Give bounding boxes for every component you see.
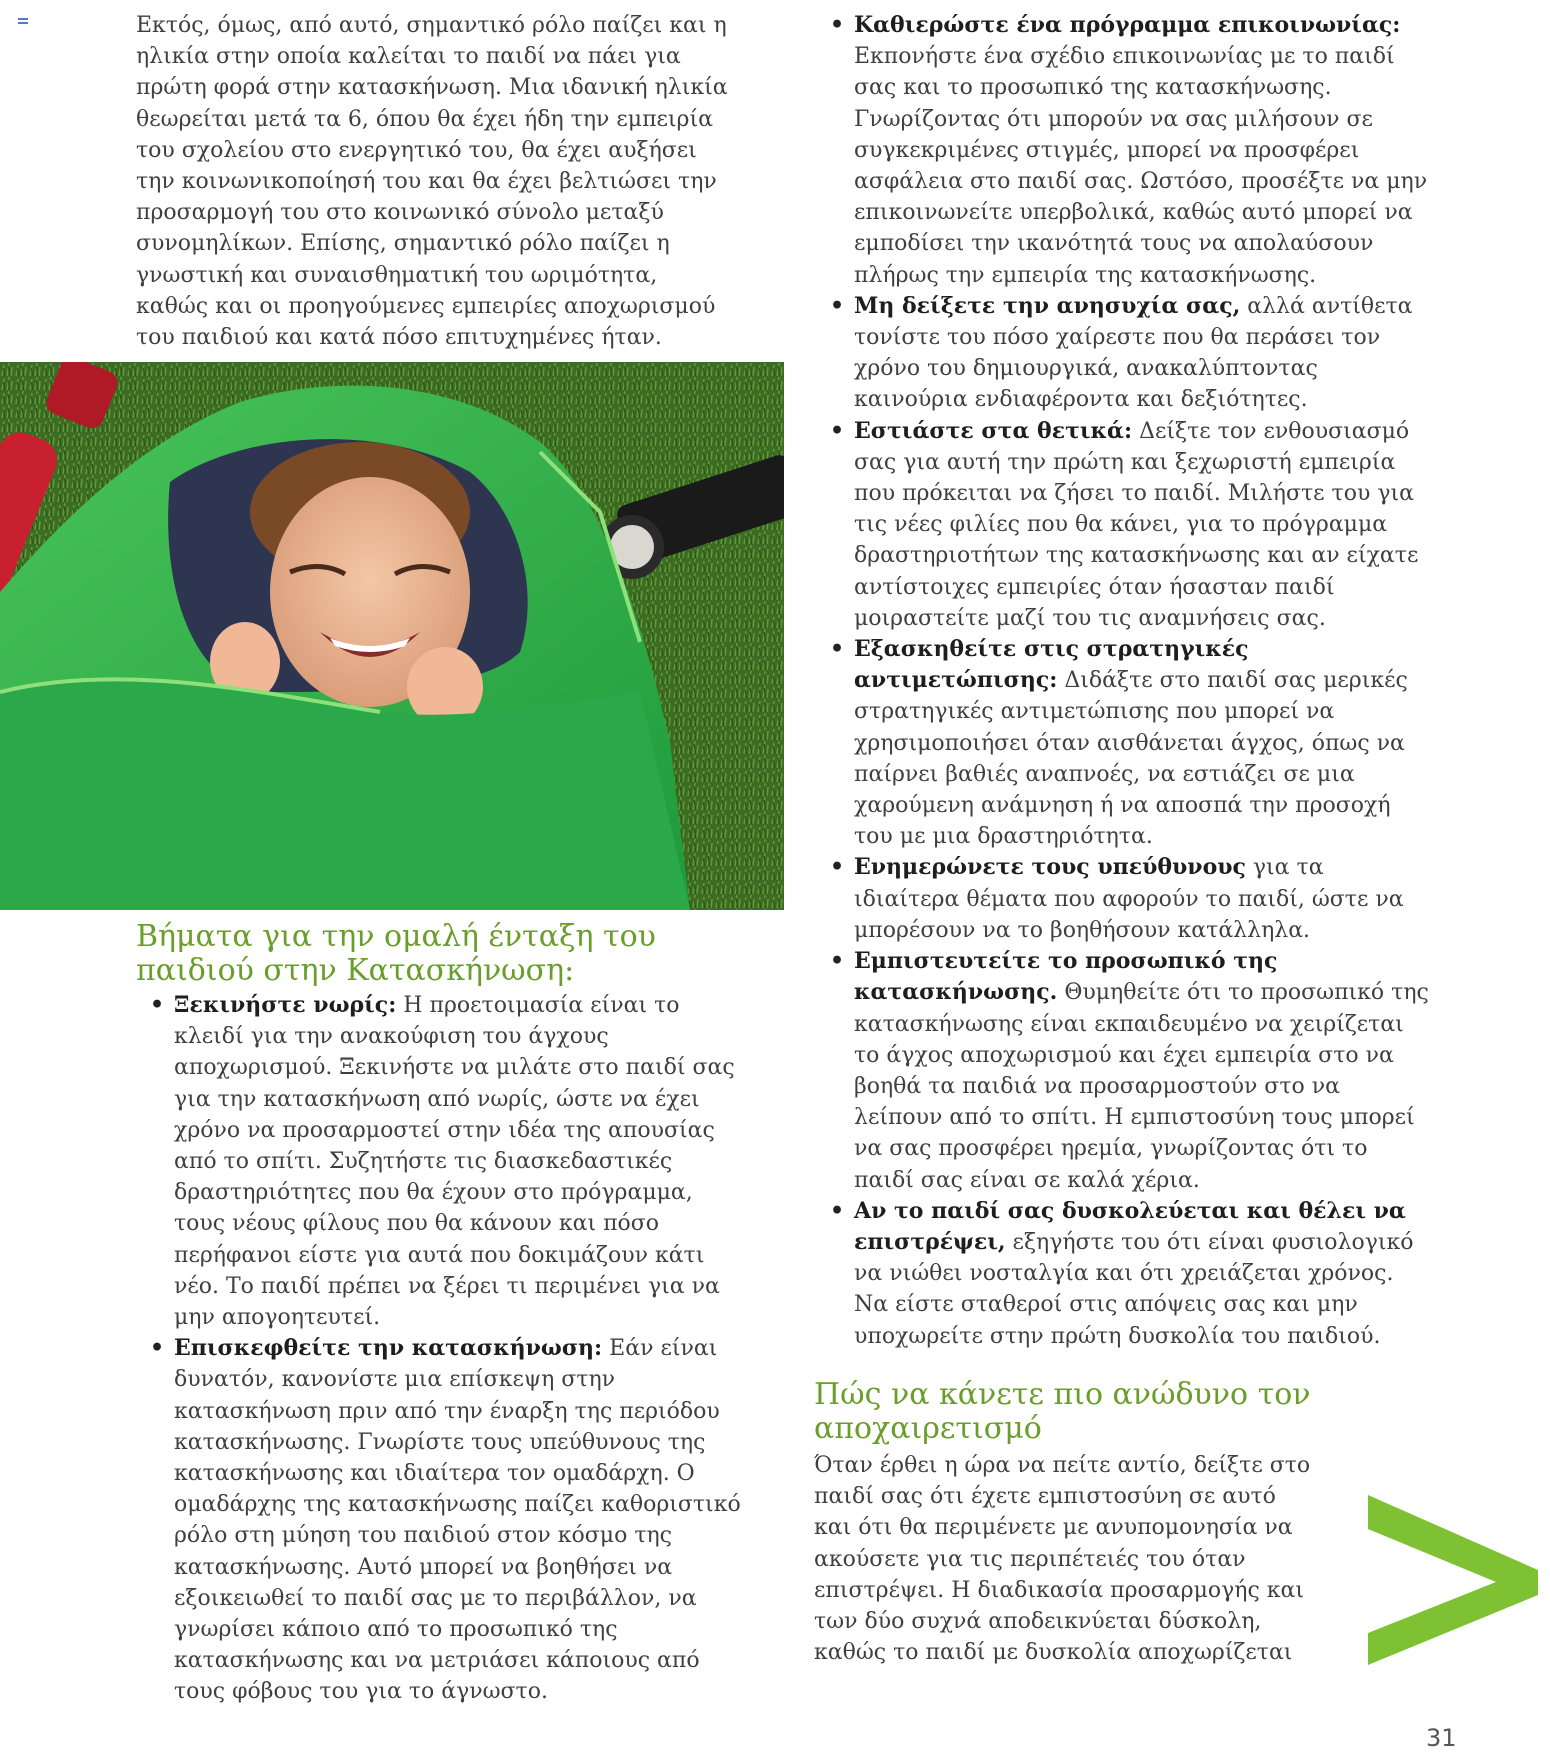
goodbye-paragraph: Όταν έρθει η ώρα να πείτε αντίο, δείξτε στο παιδί σας ότι έχετε εμπιστοσύνη σε αυτό και ότι θα περιμένετε με ανυπομονησία να ακούσετε για τις περιπέτειές του όταν επιστρέψει. Η διαδικασία προσαρμογής και των δύο συχνά αποδεικνύεται δύσκολη, καθώς το παιδί με δυσκολία αποχωρίζεται bbox=[814, 1453, 1311, 1666]
steps-bullet-list bbox=[150, 990, 750, 1708]
list-item: • Επισκεφθείτε την κατασκήνωση: Εάν είναι δυνατόν, κανονίστε μια επίσκεψη στην κατασκήνωση πριν από την έναρξη της περιόδου κατασκήνωσης. Γνωρίστε τους υπεύθυνους της κατασκήνωσης και ιδιαίτερα τον ομαδάρχη. Ο ομαδάρχης της κατασκήνωσης παίζει καθοριστικό ρόλο στη μύηση του παιδιού στον κόσμο της κατασκήνωσης. Αυτό μπορεί να βοηθήσει να εξοικειωθεί το παιδί σας με το περιβάλλον, να γνωρίσει κάποιο από το προσωπικό της κατασκήνωσης και να μετριάσει κάποιους από τους φόβους του για το άγνωστο. bbox=[150, 1335, 741, 1705]
steps-heading: Βήματα για την ομαλή ένταξη του παιδιού στην Κατασκήνωση: bbox=[136, 919, 656, 988]
list-item: • Ενημερώνετε τους υπεύθυνους για τα ιδιαίτερα θέματα που αφορούν το παιδί, ώστε να μπορέσουν να το βοηθήσουν κατάλληλα. bbox=[830, 854, 1404, 943]
page-number: 31 bbox=[1426, 1724, 1457, 1752]
list-item: • Εμπιστευτείτε το προσωπικό της κατασκήνωσης. Θυμηθείτε ότι το προσωπικό της κατασκήνωσης είναι εκπαιδευμένο να χειρίζεται το άγχος αποχωρισμού και έχει εμπειρία στο να βοηθά τα παιδιά να προσαρμοστούν στο να λείπουν από το σπίτι. Η εμπιστοσύνη τους μπορεί να σας προσφέρει ηρεμία, γνωρίζοντας ότι το παιδί σας είναι σε καλά χέρια. bbox=[830, 948, 1429, 1193]
intro-paragraph: Εκτός, όμως, από αυτό, σημαντικό ρόλο παίζει και η ηλικία στην οποία καλείται το παιδί να πάει για πρώτη φορά στην κατασκήνωση. Μια ιδανική ηλικία θεωρείται μετά τα 6, όπου θα έχει ήδη την εμπειρία του σχολείου στο ενεργητικό του, θα έχει αυξήσει την κοινωνικοποίησή του και θα έχει βελτιώσει την προσαρμογή του στο κοινωνικό σύνολο μεταξύ συνομηλίκων. Επίσης, σημαντικό ρόλο παίζει η γνωστική και συναισθηματική του ωριμότητα, καθώς και οι προηγούμενες εμπειρίες αποχωρισμού του παιδιού και κατά πόσο επιτυχημένες ήταν. bbox=[136, 13, 728, 351]
goodbye-heading: Πώς να κάνετε πιο ανώδυνο τον αποχαιρετισμό bbox=[814, 1377, 1311, 1446]
list-item: • Μη δείξετε την ανησυχία σας, αλλά αντίθετα τονίστε του πόσο χαίρεστε που θα περάσει τον χρόνο του δημιουργικά, ανακαλύπτοντας καινούρια ενδιαφέροντα και δεξιότητες. bbox=[830, 292, 1413, 413]
list-item: • Αν το παιδί σας δυσκολεύεται και θέλει να επιστρέψει, εξηγήστε του ότι είναι φυσιολογικό να νιώθει νοσταλγία και ότι χρειάζεται χρόνος. Να είστε σταθεροί στις απόψεις σας και μην υποχωρείτε στην πρώτη δυσκολία του παιδιού. bbox=[830, 1197, 1414, 1349]
corner-marker bbox=[18, 18, 28, 26]
child-sleeping-bag-photo bbox=[0, 362, 784, 910]
list-item: • Εξασκηθείτε στις στρατηγικές αντιμετώπισης: Διδάξτε στο παιδί σας μερικές στρατηγικές αντιμετώπισης που μπορεί να χρησιμοποιήσει όταν αισθάνεται άγχος, όπως να παίρνει βαθιές αναπνοές, να εστιάζει σε μια χαρούμενη ανάμνηση ή να αποσπά την προσοχή του με μια δραστηριότητα. bbox=[830, 636, 1408, 850]
list-item: • Ξεκινήστε νωρίς: Η προετοιμασία είναι το κλειδί για την ανακούφιση του άγχους αποχωρισμού. Ξεκινήστε να μιλάτε στο παιδί σας για την κατασκήνωση από νωρίς, ώστε να έχει χρόνο να προσαρμοστεί στην ιδέα της απουσίας από το σπίτι. Συζητήστε τις διασκεδαστικές δραστηριότητες που θα έχουν στο πρόγραμμα, τους νέους φίλους που θα κάνουν και πόσο περήφανοι είστε για αυτά που δοκιμάζουν κάτι νέο. Το παιδί πρέπει να ξέρει τι περιμένει για να μην απογοητευτεί. bbox=[150, 992, 735, 1331]
list-item: • Καθιερώστε ένα πρόγραμμα επικοινωνίας: Εκπονήστε ένα σχέδιο επικοινωνίας με το παιδί σας και το προσωπικό της κατασκήνωσης. Γνωρίζοντας ότι μπορούν να σας μιλήσουν σε συγκεκριμένες στιγμές, μπορεί να προσφέρει ασφάλεια στο παιδί σας. Ωστόσο, προσέξτε να μην επικοινωνείτε υπερβολικά, καθώς αυτό μπορεί να εμποδίσει την ικανότητά τους να απολαύσουν πλήρως την εμπειρία της κατασκήνωσης. bbox=[830, 12, 1428, 288]
list-item: • Εστιάστε στα θετικά: Δείξτε τον ενθουσιασμό σας για αυτή την πρώτη και ξεχωριστή εμπειρία που πρόκειται να ζήσει το παιδί. Μιλήστε του για τις νέες φιλίες που θα κάνει, για το πρόγραμμα δραστηριοτήτων της κατασκήνωσης και αν είχατε αντίστοιχες εμπειρίες όταν ήσασταν παιδί μοιραστείτε μαζί του τις αναμνήσεις σας. bbox=[830, 417, 1419, 631]
chevron-right-icon[interactable] bbox=[1368, 1495, 1538, 1669]
tips-bullet-list bbox=[830, 10, 1430, 1352]
